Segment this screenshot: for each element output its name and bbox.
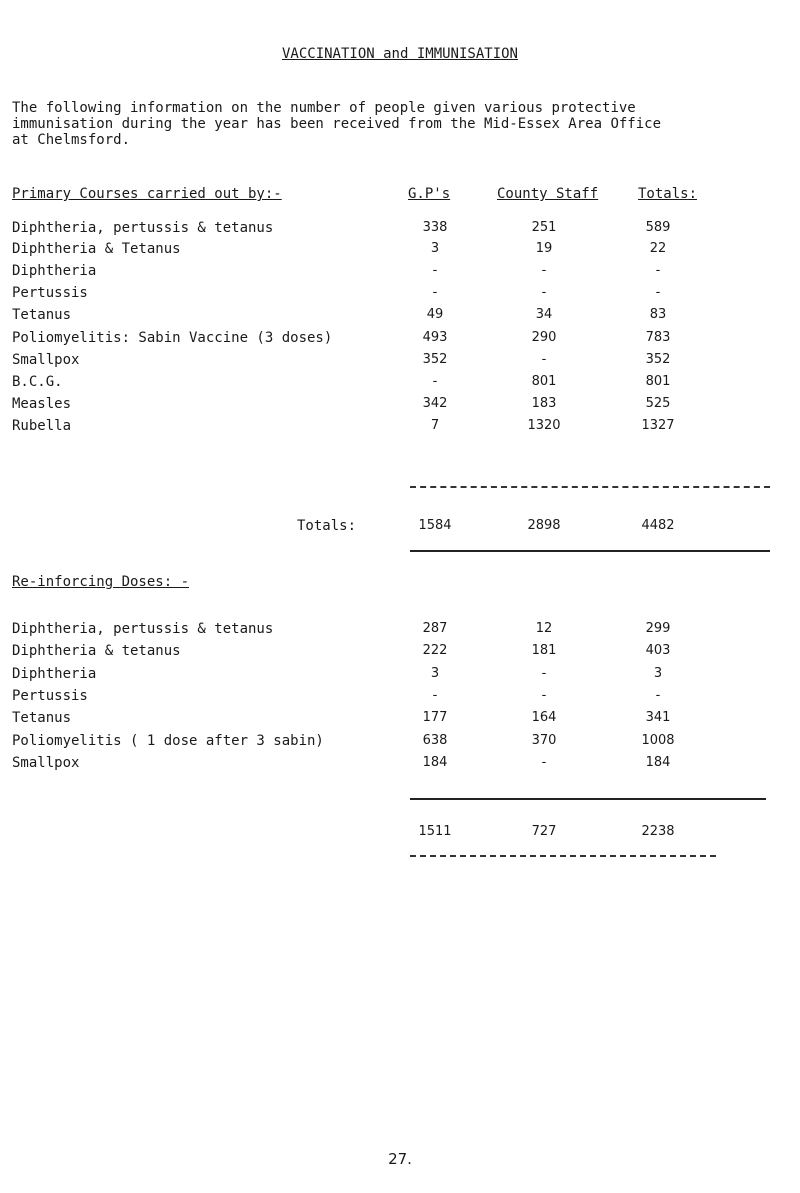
table-row	[0, 352, 800, 370]
gp-value: 177	[422, 710, 448, 725]
row-label: Diphtheria, pertussis & tetanus	[12, 621, 274, 637]
row-label: Tetanus	[12, 307, 72, 323]
table-row	[0, 220, 800, 238]
county-value: 1320	[527, 418, 561, 433]
total-value: 83	[649, 307, 667, 322]
table-row	[0, 621, 800, 639]
gp-value: 493	[422, 330, 448, 345]
total-value: 1327	[641, 418, 675, 433]
county-value: 801	[531, 374, 557, 389]
total-value: -	[655, 285, 661, 300]
table-row	[0, 285, 800, 303]
row-label: Tetanus	[12, 710, 72, 726]
row-label: Diphtheria, pertussis & tetanus	[12, 220, 274, 236]
county-value: 164	[531, 710, 557, 725]
table-row	[0, 307, 800, 325]
total-value: 783	[645, 330, 671, 345]
total-value: -	[655, 263, 661, 278]
table-row	[0, 418, 800, 436]
row-label: Diphtheria	[12, 263, 97, 279]
table-row	[0, 241, 800, 259]
table-row	[0, 710, 800, 728]
reinforcing-heading: Re-inforcing Doses: -	[12, 574, 190, 590]
gp-value: 342	[422, 396, 448, 411]
divider-rule	[410, 486, 770, 488]
total-value: 3	[653, 666, 663, 681]
gp-total: 1584	[418, 518, 452, 533]
total-value: 1008	[641, 733, 675, 748]
county-value: -	[541, 755, 547, 770]
gp-value: 638	[422, 733, 448, 748]
gp-total: 1511	[418, 824, 452, 839]
gp-value: 222	[422, 643, 448, 658]
gp-value: 287	[422, 621, 448, 636]
row-label: Measles	[12, 396, 72, 412]
total-value: 403	[645, 643, 671, 658]
county-value: 34	[535, 307, 553, 322]
total-value: 341	[645, 710, 671, 725]
col-header-gps: G.P's	[408, 186, 451, 202]
col-header-totals: Totals:	[638, 186, 698, 202]
county-value: 181	[531, 643, 557, 658]
row-label: Diphtheria & tetanus	[12, 643, 181, 659]
county-value: -	[541, 688, 547, 703]
table-row	[0, 688, 800, 706]
row-label: Pertussis	[12, 688, 88, 704]
gp-value: -	[432, 285, 438, 300]
county-value: -	[541, 666, 547, 681]
page-number: 27.	[388, 1150, 412, 1168]
table-row	[0, 374, 800, 392]
totals-row	[0, 824, 800, 842]
row-label: Rubella	[12, 418, 72, 434]
gp-value: 338	[422, 220, 448, 235]
row-label: Smallpox	[12, 352, 80, 368]
total-value: 22	[649, 241, 667, 256]
gp-value: 3	[430, 666, 440, 681]
county-total: 727	[531, 824, 557, 839]
total-value: 525	[645, 396, 671, 411]
gp-value: -	[432, 688, 438, 703]
table-row	[0, 643, 800, 661]
totals-label: Totals:	[297, 518, 357, 534]
gp-value: 352	[422, 352, 448, 367]
total-value: 299	[645, 621, 671, 636]
primary-heading: Primary Courses carried out by:-	[12, 186, 282, 202]
total-value: 801	[645, 374, 671, 389]
total-value: -	[655, 688, 661, 703]
row-label: Pertussis	[12, 285, 88, 301]
county-value: 251	[531, 220, 557, 235]
grand-total: 4482	[641, 518, 675, 533]
divider-rule	[410, 855, 716, 857]
intro-paragraph: The following information on the number of people given various protective immunisation during the year has been received from the Mid-Essex Area Office at Chelmsford.	[12, 100, 662, 148]
gp-value: 49	[426, 307, 444, 322]
table-row	[0, 330, 800, 348]
table-row	[0, 733, 800, 751]
table-row	[0, 396, 800, 414]
col-header-county-staff: County Staff	[497, 186, 599, 202]
gp-value: 7	[430, 418, 440, 433]
county-value: 12	[535, 621, 553, 636]
table-row	[0, 666, 800, 684]
county-value: 19	[535, 241, 553, 256]
row-label: Diphtheria & Tetanus	[12, 241, 181, 257]
grand-total: 2238	[641, 824, 675, 839]
county-value: 290	[531, 330, 557, 345]
county-value: 370	[531, 733, 557, 748]
row-label: Poliomyelitis ( 1 dose after 3 sabin)	[12, 733, 324, 749]
gp-value: 184	[422, 755, 448, 770]
row-label: Diphtheria	[12, 666, 97, 682]
total-value: 352	[645, 352, 671, 367]
page-title: VACCINATION and IMMUNISATION	[281, 46, 518, 62]
county-value: -	[541, 285, 547, 300]
gp-value: -	[432, 263, 438, 278]
row-label: B.C.G.	[12, 374, 63, 390]
divider-rule	[410, 798, 766, 800]
total-value: 184	[645, 755, 671, 770]
table-row	[0, 755, 800, 773]
totals-row	[0, 518, 800, 536]
county-value: -	[541, 263, 547, 278]
county-value: -	[541, 352, 547, 367]
total-value: 589	[645, 220, 671, 235]
row-label: Poliomyelitis: Sabin Vaccine (3 doses)	[12, 330, 333, 346]
row-label: Smallpox	[12, 755, 80, 771]
table-row	[0, 263, 800, 281]
gp-value: 3	[430, 241, 440, 256]
divider-rule	[410, 550, 770, 552]
county-total: 2898	[527, 518, 561, 533]
gp-value: -	[432, 374, 438, 389]
county-value: 183	[531, 396, 557, 411]
